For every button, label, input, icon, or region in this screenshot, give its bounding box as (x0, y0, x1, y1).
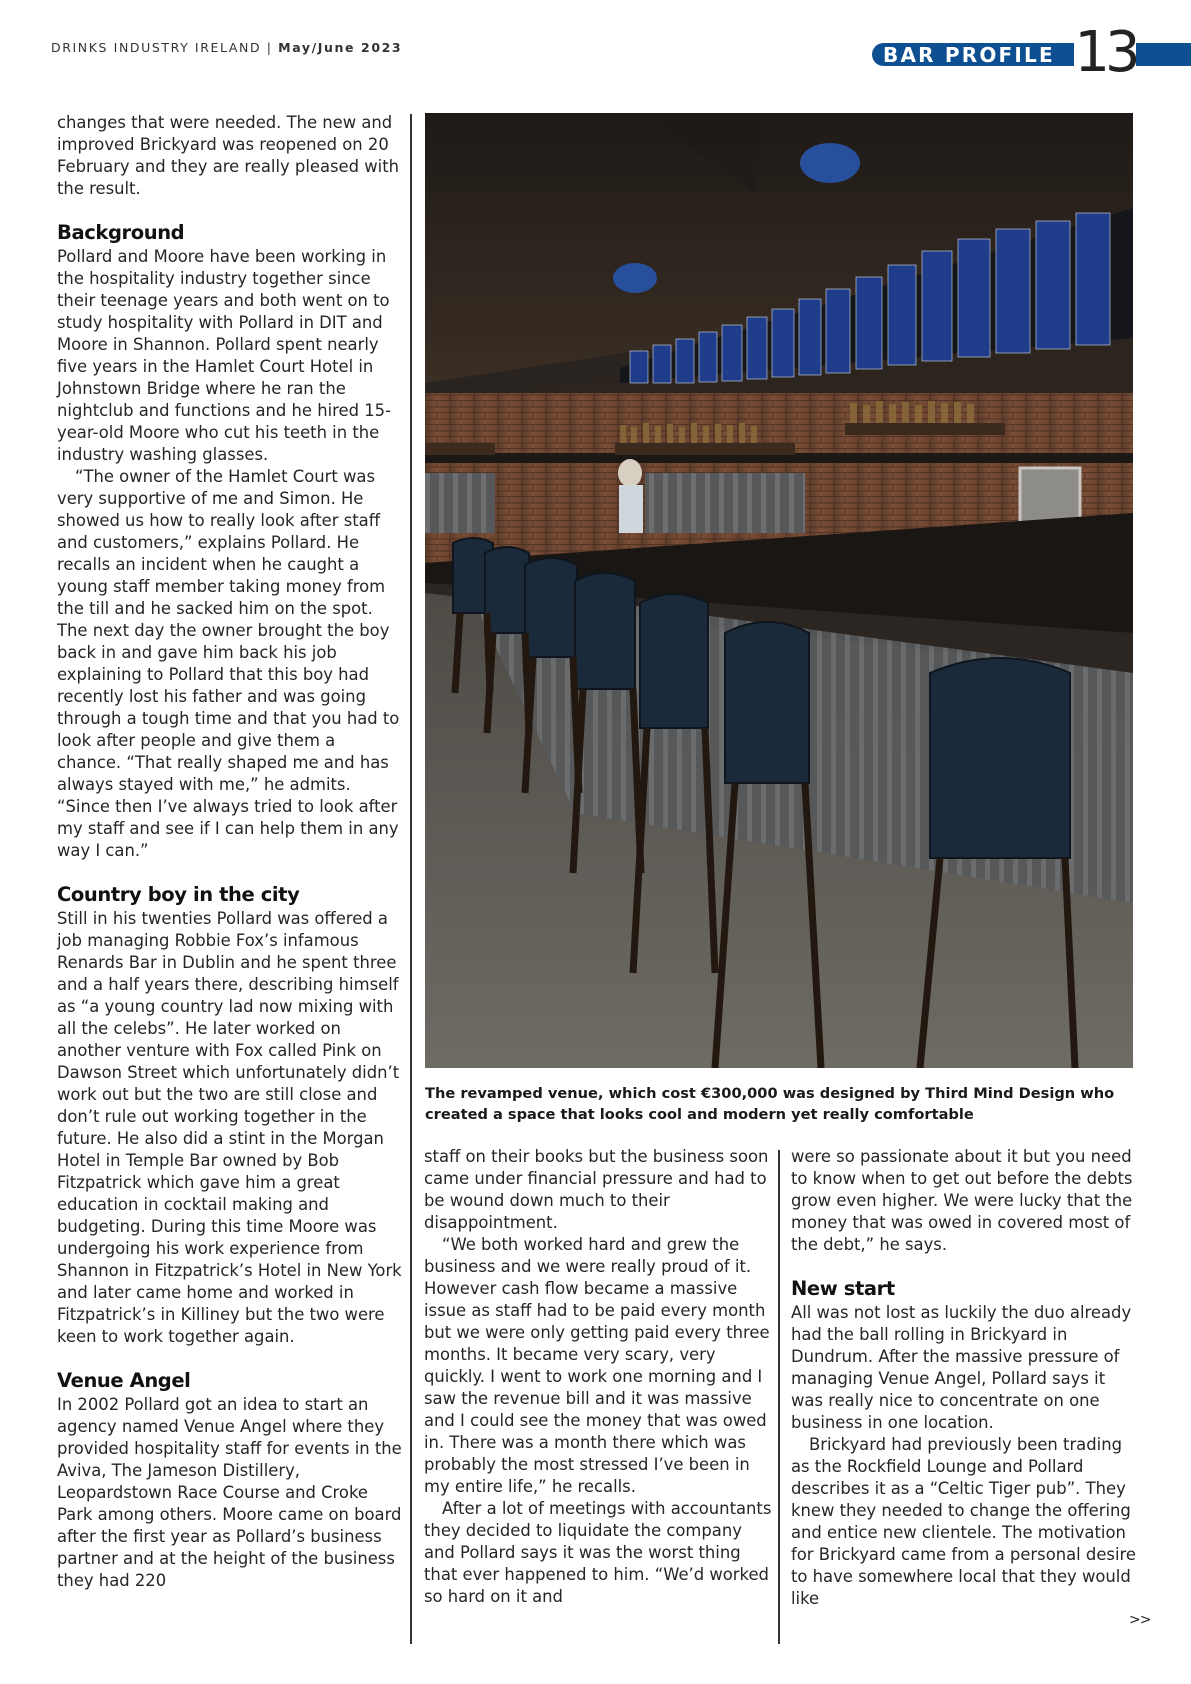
heading-country-boy: Country boy in the city (57, 883, 300, 906)
col2-paragraph-3: After a lot of meetings with accountants they decided to liquidate the company and Pollard says it was the worst thing that ever happened to him. “We’d worked so hard on it and (424, 1499, 772, 1606)
col3-paragraph-2: All was not lost as luckily the duo already had the ball rolling in Brickyard in Dundrum. After the massive pressure of managing Venue Angel, Pollard says it was really nice to concentrate on one business in one location. (791, 1303, 1132, 1432)
col2-paragraph-1: staff on their books but the business soon came under financial pressure and had to be wound down much to their disappointment. (424, 1147, 769, 1232)
background-paragraph-2: “The owner of the Hamlet Court was very supportive of me and Simon. He showed us how to really look after staff and customers,” explains Pollard. He recalls an incident when he caught a young staff member taking money from the till and he sacked him on the spot. The next day the owner brought the boy back in and gave him back his job explaining to Pollard that this boy had recently lost his father and was going through a tough time and that you had to look after people and give them a chance. “That really shaped me and has always stayed with me,” he admits. “Since then I’ve always tried to look after my staff and see if I can help them in any way I can.” (57, 467, 400, 860)
bar-interior-illustration (425, 113, 1133, 1068)
continued-marker: >> (1129, 1612, 1151, 1628)
intro-paragraph: changes that were needed. The new and improved Brickyard was reopened on 20 February and they are really pleased with the result. (57, 113, 400, 198)
col2-paragraph-2: “We both worked hard and grew the business and we were really proud of it. However cash flow became a massive issue as staff had to be paid every month but we were only getting paid every three months. It became very scary, very quickly. I went to work one morning and I saw the revenue bill and it was massive and I could see the money that was owed in. There was a month there which was probably the most stressed I’ve been in my entire life,” he recalls. (424, 1235, 770, 1496)
country-paragraph-1: Still in his twenties Pollard was offered a job managing Robbie Fox’s infamous Renards Bar in Dublin and he spent three and a half years there, describing himself as “a young country lad now mixing with all the celebs”. He later worked on another venture with Fox called Pink on Dawson Street which unfortunately didn’t work out but the two are still close and don’t rule out working together in the future. He also did a stint in the Morgan Hotel in Temple Bar owned by Bob Fitzpatrick which gave him a great education in cocktail making and budgeting. During this time Moore was undergoing his work experience from Shannon in Fitzpatrick’s Hotel in New York and later came home and worked in Fitzpatrick’s in Killiney but the two were keen to work together again. (57, 909, 402, 1346)
running-header (51, 40, 402, 55)
header-separator: | (266, 40, 273, 55)
issue-date: May/June 2023 (278, 40, 403, 55)
heading-new-start: New start (791, 1277, 895, 1300)
heading-background: Background (57, 221, 185, 244)
column-3 (791, 1146, 1136, 1610)
bar-interior-photo (425, 113, 1133, 1068)
background-paragraph-1: Pollard and Moore have been working in the hospitality industry together since their teenage years and both went on to study hospitality with Pollard in DIT and Moore in Shannon. Pollard spent nearly five years in the Hamlet Court Hotel in Johnstown Bridge where he ran the nightclub and functions and he hired 15-year-old Moore who cut his teeth in the industry washing glasses. (57, 247, 391, 464)
heading-venue-angel: Venue Angel (57, 1369, 191, 1392)
section-label: BAR PROFILE (883, 43, 1055, 67)
photo-caption: The revamped venue, which cost €300,000 was designed by Third Mind Design who created a space that looks cool and modern yet really comfortable (425, 1085, 1115, 1123)
column-1 (57, 112, 402, 1592)
col3-paragraph-3: Brickyard had previously been trading as the Rockfield Lounge and Pollard describes it as a “Celtic Tiger pub”. They knew they needed to change the offering and entice new clientele. The motivation for Brickyard came from a personal desire to have somewhere local that they would like (791, 1435, 1136, 1608)
col3-paragraph-1: were so passionate about it but you need to know when to get out before the debts grow even higher. We were lucky that the money that was owed in covered most of the debt,” he says. (791, 1147, 1133, 1254)
column-rule-2 (778, 1150, 780, 1644)
venue-paragraph-1: In 2002 Pollard got an idea to start an agency named Venue Angel where they provided hospitality staff for events in the Aviva, The Jameson Distillery, Leopardstown Race Course and Croke Park among others. Moore came on board after the first year as Pollard’s business partner and at the height of the business they had 220 (57, 1395, 402, 1590)
page-number: 13 (1074, 20, 1136, 85)
publication-name: DRINKS INDUSTRY IRELAND (51, 40, 262, 55)
column-rule-1 (410, 114, 412, 1644)
column-2 (424, 1146, 772, 1608)
